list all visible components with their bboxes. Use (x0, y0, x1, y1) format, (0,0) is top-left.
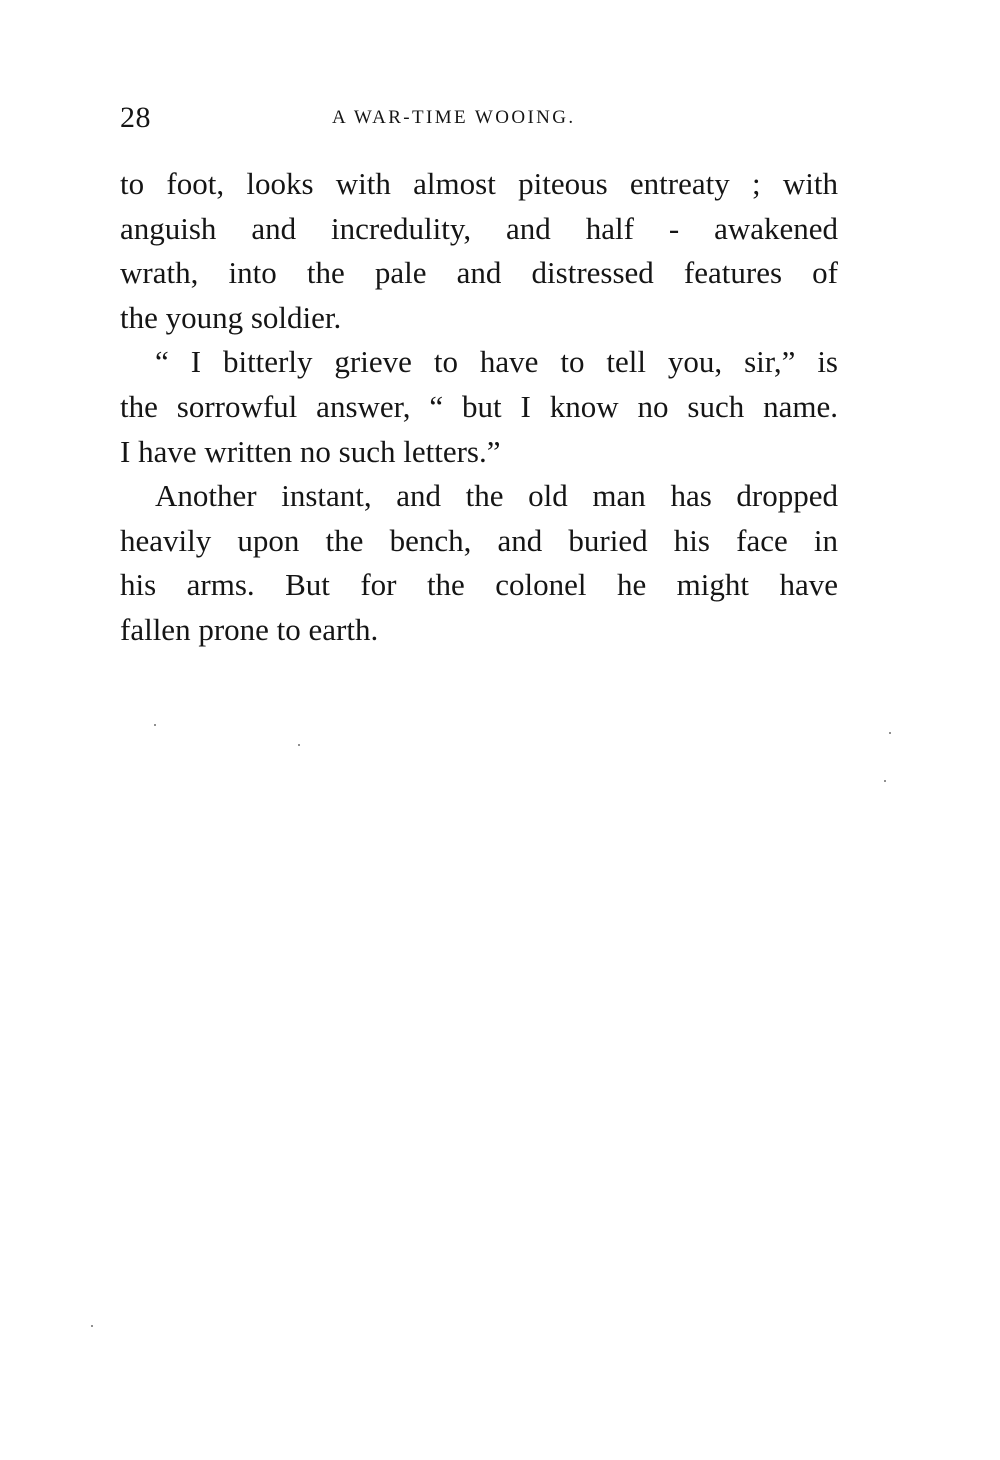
print-speck (298, 744, 300, 746)
text-line: the young soldier. (120, 299, 342, 335)
running-title: A WAR-TIME WOOING. (332, 107, 576, 128)
running-head (120, 98, 838, 138)
text-line: “ I bitterly grieve to have to tell you, sir,” is (155, 344, 838, 380)
text-line: I have written no such letters.” (120, 433, 501, 469)
text-line: his arms. But for the colonel he might have (120, 567, 838, 603)
text-line: wrath, into the pale and distressed features of (120, 255, 838, 291)
text-line: to foot, looks with almost piteous entreaty ; with (120, 166, 838, 201)
text-line: fallen prone to earth. (120, 611, 379, 647)
print-speck (154, 724, 156, 726)
text-line: the sorrowful answer, “ but I know no such name. (120, 388, 838, 424)
print-speck (884, 780, 886, 782)
paragraph-3 (120, 474, 838, 652)
text-line: anguish and incredulity, and half - awakened (120, 210, 838, 246)
paragraph-2 (120, 340, 838, 474)
page-number: 28 (120, 101, 151, 134)
text-line: Another instant, and the old man has dropped (155, 478, 838, 514)
print-speck (889, 732, 891, 734)
print-speck (91, 1325, 93, 1327)
text-line: heavily upon the bench, and buried his face in (120, 522, 838, 558)
body-text (120, 162, 838, 653)
paragraph-1 (120, 162, 838, 340)
